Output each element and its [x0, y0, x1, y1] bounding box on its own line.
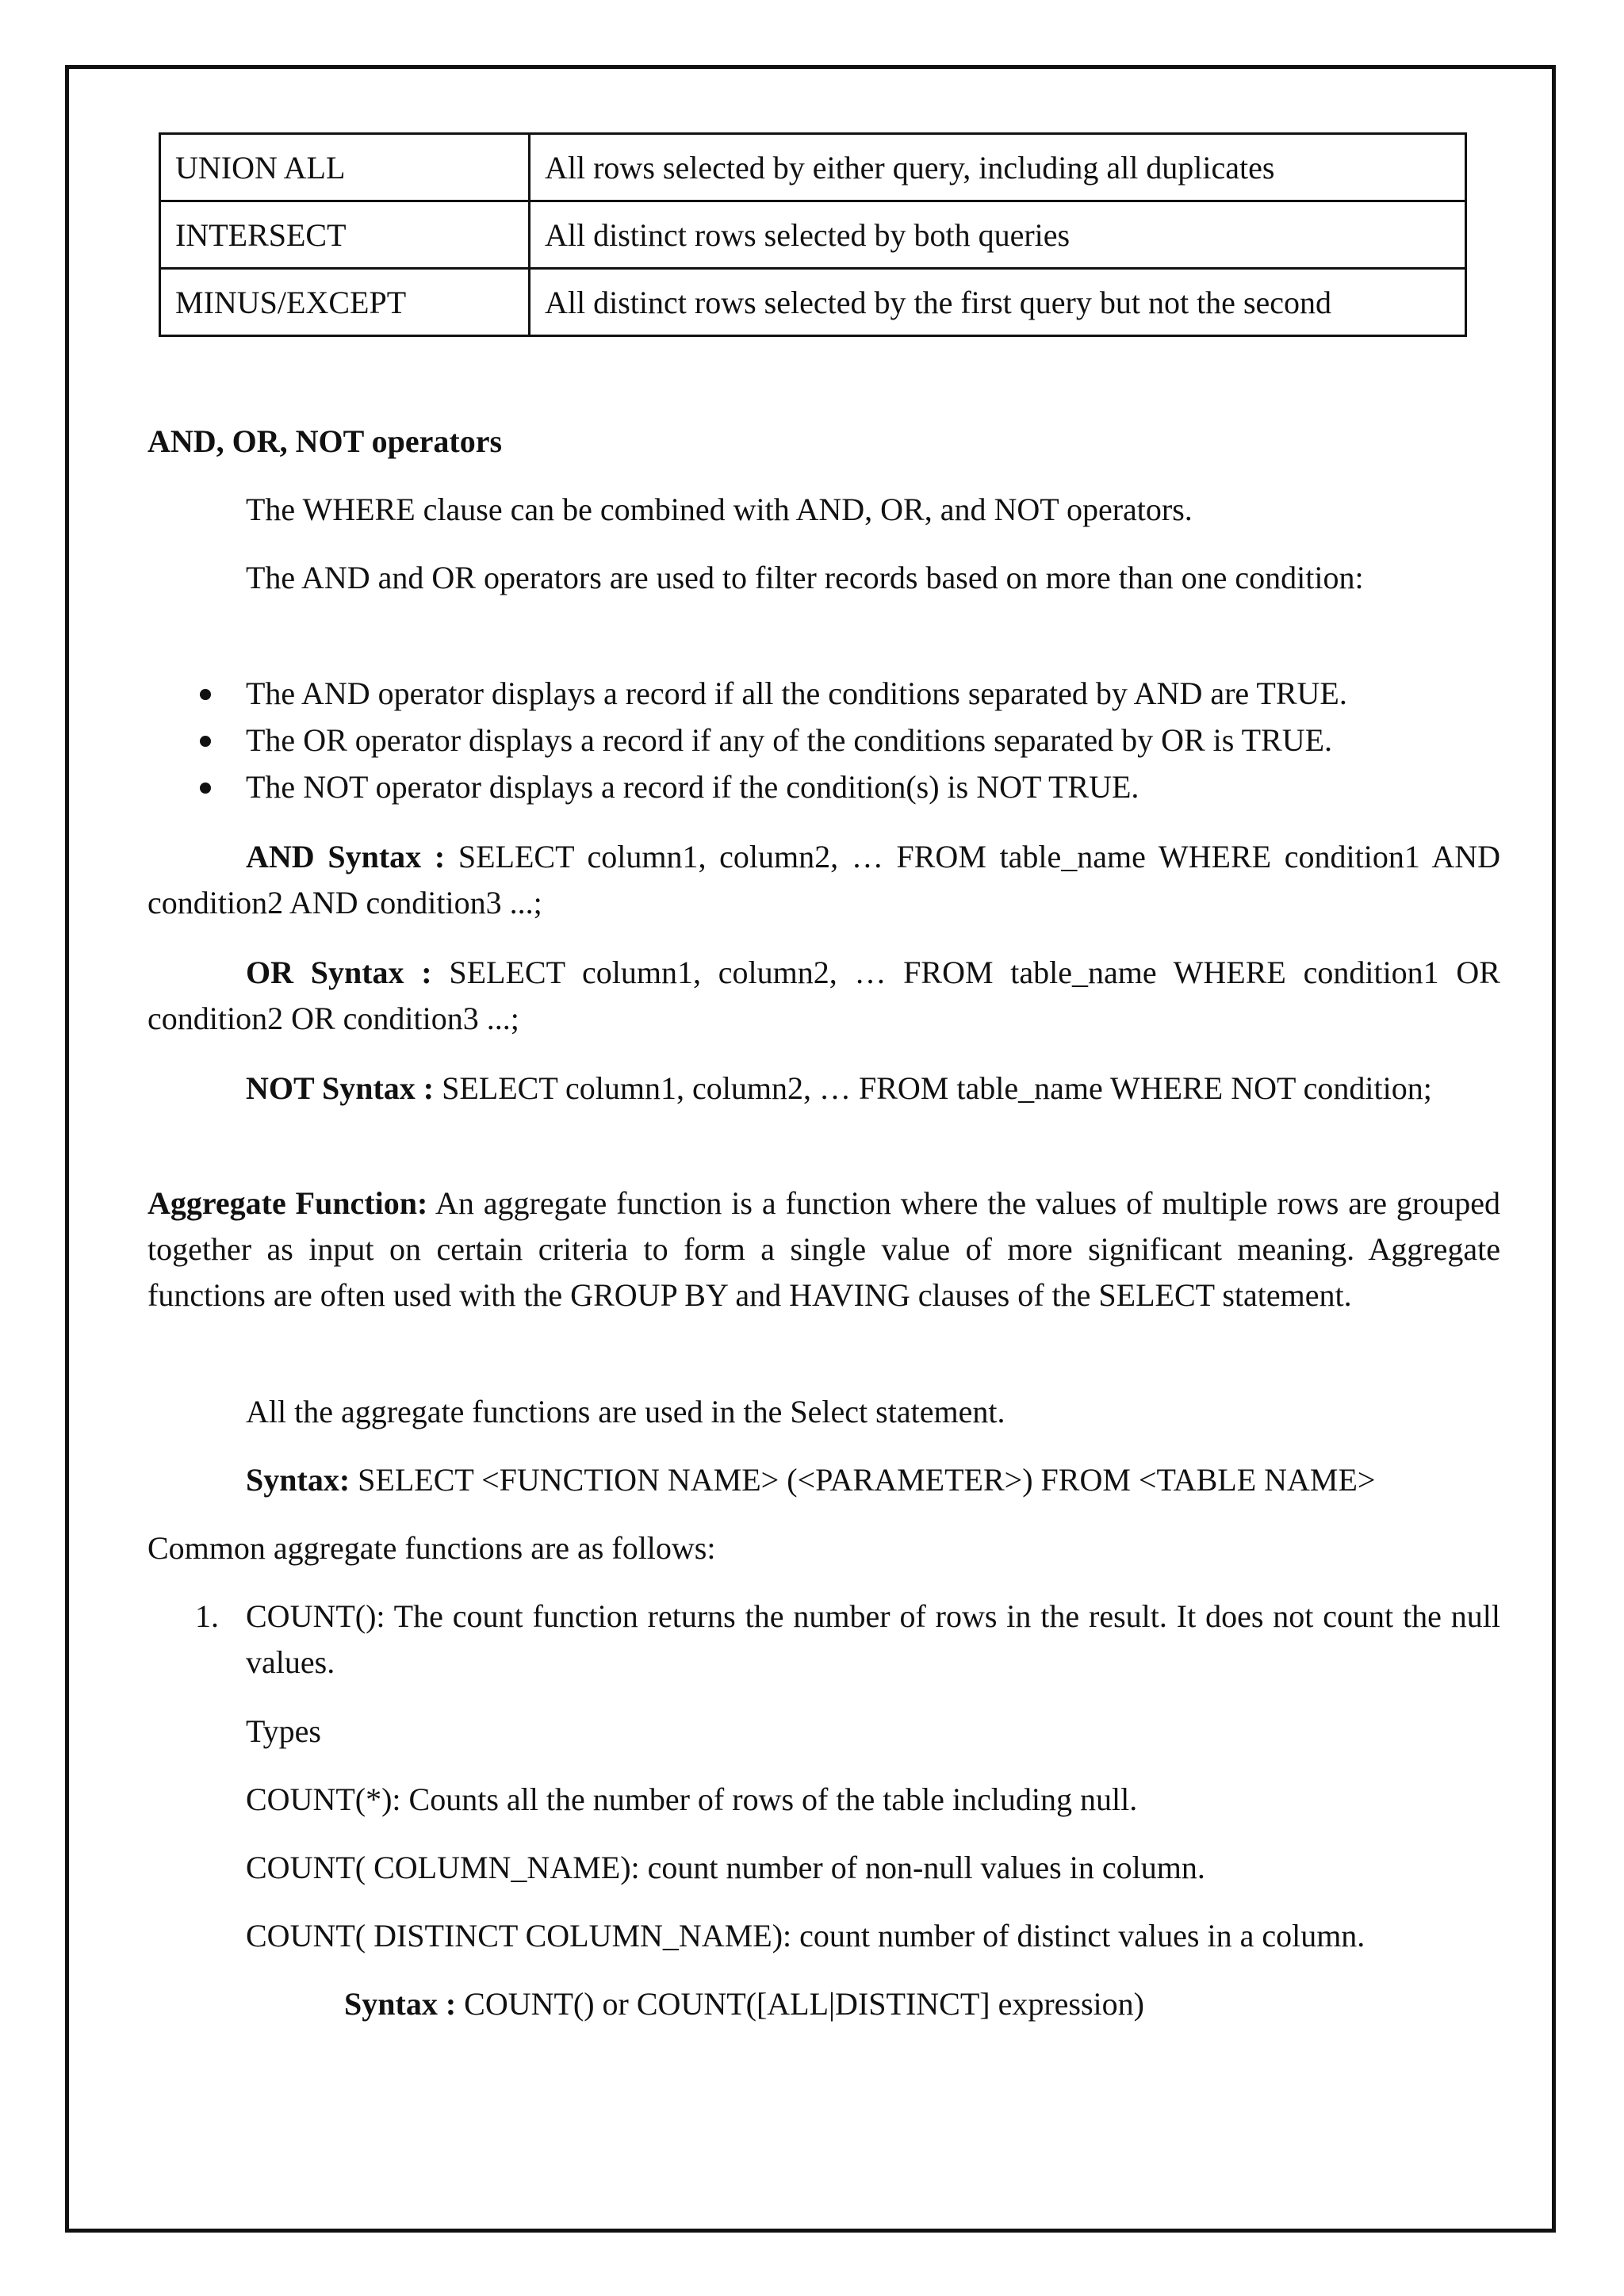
types-label: Types	[246, 1713, 321, 1749]
bullet-icon	[200, 783, 211, 794]
section-heading: AND, OR, NOT operators	[147, 423, 503, 459]
not-syntax-label: NOT Syntax :	[246, 1070, 435, 1106]
paragraph-where-clause: The WHERE clause can be combined with AND, OR, and NOT operators.	[246, 492, 1193, 527]
aggregate-syntax-paragraph	[147, 1457, 1500, 1503]
not-syntax-paragraph	[147, 1066, 1500, 1112]
operators-bullet-list	[147, 670, 1500, 810]
list-item: The NOT operator displays a record if the condition(s) is NOT TRUE.	[147, 763, 1500, 810]
bullet-icon	[200, 736, 211, 747]
list-item: The OR operator displays a record if any of the conditions separated by OR is TRUE.	[147, 717, 1500, 763]
count-syntax-line	[344, 1981, 1500, 2027]
table-row	[160, 269, 1466, 336]
or-syntax-paragraph	[147, 950, 1500, 1042]
item-number: 1.	[195, 1598, 219, 1634]
count-type-distinct: COUNT( DISTINCT COLUMN_NAME): count number of distinct values in a column.	[246, 1918, 1365, 1954]
list-item: The AND operator displays a record if all the conditions separated by AND are TRUE.	[147, 670, 1500, 717]
and-syntax-label: AND Syntax :	[246, 839, 446, 874]
count-type-star: COUNT(*): Counts all the number of rows of the table including null.	[246, 1781, 1138, 1817]
aggregate-select-paragraph: All the aggregate functions are used in the Select statement.	[246, 1394, 1005, 1429]
item-text: COUNT(): The count function returns the number of rows in the result. It does not count the null values.	[246, 1598, 1500, 1680]
numbered-item-count	[147, 1594, 1500, 1686]
aggregate-syntax-text: SELECT <FUNCTION NAME> (<PARAMETER>) FROM <TABLE NAME>	[350, 1462, 1376, 1498]
aggregate-function-label: Aggregate Function:	[147, 1185, 428, 1221]
and-syntax-text: SELECT column1, column2, … FROM table_name WHERE condition1 AND condition2 AND condition3 ...;	[147, 839, 1500, 920]
description-cell: All distinct rows selected by both queries	[530, 201, 1466, 269]
page-border	[65, 65, 1556, 2233]
not-syntax-text: SELECT column1, column2, … FROM table_name WHERE NOT condition;	[434, 1070, 1432, 1106]
count-type-column: COUNT( COLUMN_NAME): count number of non-null values in column.	[246, 1850, 1205, 1885]
table-row	[160, 134, 1466, 201]
common-functions-intro: Common aggregate functions are as follows:	[147, 1530, 716, 1566]
description-cell: All rows selected by either query, including all duplicates	[530, 134, 1466, 201]
operator-cell: MINUS/EXCEPT	[160, 269, 530, 336]
bullet-icon	[200, 689, 211, 700]
and-syntax-paragraph	[147, 834, 1500, 926]
operator-cell: INTERSECT	[160, 201, 530, 269]
count-syntax-text: COUNT() or COUNT([ALL|DISTINCT] expression)	[456, 1986, 1144, 2022]
table-row	[160, 201, 1466, 269]
aggregate-function-paragraph	[147, 1181, 1500, 1318]
or-syntax-text: SELECT column1, column2, … FROM table_name WHERE condition1 OR condition2 OR condition3 ...;	[147, 955, 1500, 1036]
count-syntax-label: Syntax :	[344, 1986, 457, 2022]
set-operators-table	[159, 132, 1467, 337]
or-syntax-label: OR Syntax :	[246, 955, 432, 990]
aggregate-function-text: An aggregate function is a function where the values of multiple rows are grouped together as input on certain criteria to form a single value of more significant meaning. Aggregate functions are often used with the GROUP BY and HAVING clauses of the SELECT statement.	[147, 1185, 1501, 1313]
description-cell: All distinct rows selected by the first query but not the second	[530, 269, 1466, 336]
paragraph-and-or-intro: The AND and OR operators are used to filter records based on more than one condition:	[246, 560, 1364, 595]
operator-cell: UNION ALL	[160, 134, 530, 201]
aggregate-syntax-label: Syntax:	[246, 1462, 350, 1498]
